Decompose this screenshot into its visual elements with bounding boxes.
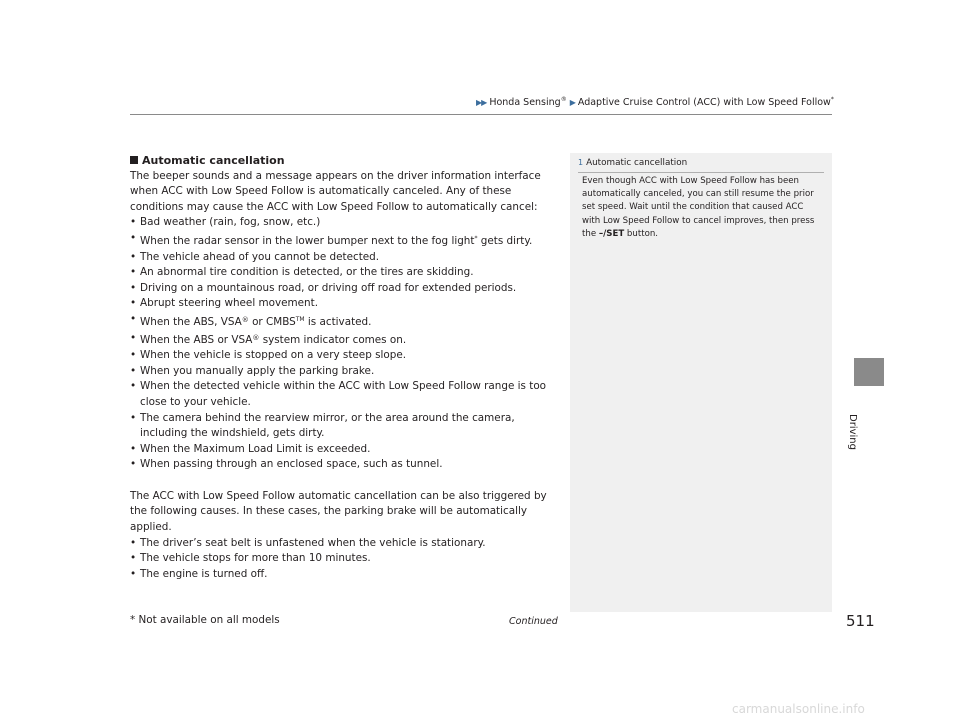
arrow-icon: ▶ (569, 98, 575, 107)
note-sidebar (570, 153, 832, 612)
list-item: • The engine is turned off. (130, 567, 562, 583)
list-item: • The vehicle stops for more than 10 minutes. (130, 551, 562, 567)
section-tab-label: Driving (847, 414, 858, 450)
asterisk-mark: * (830, 96, 834, 103)
list-item: • When passing through an enclosed space, such as tunnel. (130, 457, 562, 473)
section-tab-marker (854, 358, 884, 386)
conditions-list (130, 215, 562, 473)
registered-mark: ® (241, 315, 249, 324)
list-item: • When the ABS, VSA® or CMBS™ is activated. (130, 312, 562, 331)
list-item: • Abrupt steering wheel movement. (130, 296, 562, 312)
square-bullet-icon (130, 156, 138, 164)
intro-paragraph: The beeper sounds and a message appears on the driver information interface when ACC with Low Speed Follow is automatically canceled. Any of these conditions may cause the ACC with Low Speed Follow to automatically cancel: (130, 169, 541, 213)
page-number: 511 (846, 612, 875, 630)
double-arrow-icon: ▶▶ (476, 98, 487, 107)
list-item: • Driving on a mountainous road, or driving off road for extended periods. (130, 281, 562, 297)
main-content (130, 153, 562, 582)
secondary-paragraph: The ACC with Low Speed Follow automatic cancellation can be also triggered by the following causes. In these cases, the parking brake will be automatically applied. (130, 489, 547, 534)
spacer (130, 473, 562, 489)
list-item: • The vehicle ahead of you cannot be detected. (130, 250, 562, 266)
list-item: • When the Maximum Load Limit is exceeded. (130, 442, 562, 458)
list-item: • When the vehicle is stopped on a very steep slope. (130, 348, 562, 364)
sidebar-body: Even though ACC with Low Speed Follow has been automatically canceled, you can still resume the prior set speed. Wait until the condition that caused ACC with Low Speed Follow to cancel improves, then press the –/SET button. (582, 176, 815, 239)
list-item: • An abnormal tire condition is detected, or the tires are skidding. (130, 265, 562, 281)
footnote: * Not available on all models (130, 614, 280, 626)
continued-label: Continued (509, 616, 558, 627)
asterisk-mark: * (474, 234, 478, 242)
sidebar-title-text: Automatic cancellation (586, 158, 688, 168)
breadcrumb-acc: Adaptive Cruise Control (ACC) with Low Speed Follow (577, 97, 831, 108)
watermark: carmanualsonline.info (732, 702, 865, 716)
list-item: • When the ABS or VSA® system indicator comes on. (130, 331, 562, 349)
causes-list (130, 536, 562, 583)
breadcrumb-honda-sensing: Honda Sensing (489, 97, 561, 108)
breadcrumb (476, 96, 834, 108)
section-heading-text: Automatic cancellation (142, 154, 285, 167)
list-item: • When the detected vehicle within the ACC with Low Speed Follow range is too close to your vehicle. (130, 379, 562, 410)
trademark-mark: TM (295, 315, 305, 323)
list-item: • Bad weather (rain, fog, snow, etc.) (130, 215, 562, 231)
list-item: • When you manually apply the parking brake. (130, 364, 562, 380)
list-item: • The camera behind the rearview mirror, or the area around the camera, including the windshield, gets dirty. (130, 411, 562, 442)
registered-mark: ® (560, 96, 567, 103)
sidebar-divider (578, 172, 824, 173)
set-button-label: –/SET (598, 228, 625, 239)
header-divider (130, 114, 832, 115)
section-heading (130, 153, 562, 169)
list-item: • When the radar sensor in the lower bumper next to the fog light* gets dirty. (130, 231, 562, 250)
reference-number: 1 (578, 158, 584, 167)
sidebar-title (578, 158, 687, 168)
registered-mark: ® (252, 333, 260, 342)
list-item: • The driver’s seat belt is unfastened when the vehicle is stationary. (130, 536, 562, 552)
